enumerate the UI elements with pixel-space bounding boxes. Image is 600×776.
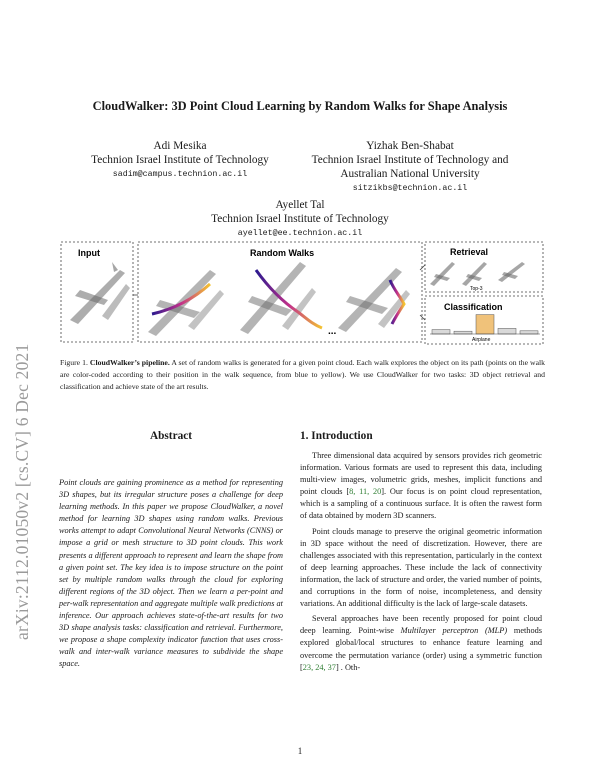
author-email[interactable]: sitzikbs@technion.ac.il	[352, 184, 468, 193]
caption-prefix: Figure 1.	[60, 358, 88, 367]
class-bar	[498, 328, 516, 334]
class-bar	[454, 331, 472, 334]
label-retrieval: Retrieval	[450, 247, 489, 257]
author-email[interactable]: sadim@campus.technion.ac.il	[112, 170, 248, 179]
label-input: Input	[78, 248, 100, 258]
abstract-heading: Abstract	[149, 430, 193, 442]
arrow-icon	[420, 265, 425, 320]
label-random-walks: Random Walks	[250, 248, 315, 258]
class-bar	[432, 330, 450, 334]
class-bar	[476, 315, 494, 334]
label-classification: Classification	[444, 302, 503, 312]
label-airplane: Airplane	[472, 337, 491, 343]
author-affiliation: Technion Israel Institute of Technology	[211, 213, 389, 225]
figure-1	[60, 240, 545, 348]
caption-text: A set of random walks is generated for a given point cloud. Each walk explores the object on its path (points on the walk are color-coded according to their position in the walk sequence, from blue to yellow). We use CloudWalker for two tasks: 3D object retrieval and classification and achieve state of the art results.	[60, 358, 545, 392]
author-affiliation: Technion Israel Institute of Technology	[91, 154, 269, 166]
class-bar	[520, 331, 538, 334]
intro-body	[300, 450, 542, 677]
page-number: 1	[297, 746, 303, 756]
paper-title: CloudWalker: 3D Point Cloud Learning by Random Walks for Shape Analysis	[92, 99, 508, 113]
author-name: Yizhak Ben-Shabat	[366, 140, 454, 152]
airplane-walk-3	[338, 268, 410, 332]
intro-paragraph-3: Several approaches have been recently proposed for point cloud deep learning. Point-wise Multilayer perceptron (MLP) methods explored global/local structures to enhance feature learning and overcome the permutation variance (order) using a symmetric function [23, 24, 37] . Oth-	[300, 614, 542, 672]
author-block-1	[70, 139, 290, 181]
label-ellipsis: ...	[328, 326, 337, 337]
airplane-pointcloud-input	[70, 262, 130, 324]
author-email[interactable]: ayellet@ee.technion.ac.il	[237, 229, 363, 238]
intro-paragraph-1: Three dimensional data acquired by sensors provides rich geometric information. Various formats are used to represent this data, including multi-view images, volumetric grids, meshes, implicit functions and point clouds [8, 11, 20]. Our focus is on point cloud representation, which is a sampling of a continuous surface. It is often the rawest form of data obtained by modern 3D scanners.	[300, 451, 542, 521]
author-name: Ayellet Tal	[275, 199, 325, 211]
caption-bold: CloudWalker’s pipeline.	[89, 358, 170, 367]
airplane-walk-1	[148, 270, 224, 336]
citation-link[interactable]: 23, 24, 37	[302, 662, 336, 672]
author-affiliation: Technion Israel Institute of Technology and	[311, 154, 509, 166]
intro-paragraph-2: Point clouds manage to preserve the original geometric information in 3D space without the need of discretization. However, there are challenges associated with this representation, particularly in the context of deep learning approaches. These include the lack of connectivity information, the lack of structure and order, the varied number of points, and corruptions in the form of noise, incompleteness, and density variations. An additional difficulty is the lack of large-scale datasets.	[300, 526, 542, 609]
arxiv-stamp: arXiv:2112.01050v2 [cs.CV] 6 Dec 2021	[12, 343, 32, 640]
author-affiliation: Australian National University	[340, 168, 480, 180]
figure-caption	[60, 357, 545, 394]
retrieval-results	[430, 262, 525, 286]
pipeline-figure	[60, 240, 545, 348]
classification-bar-chart	[432, 315, 538, 334]
citation-link[interactable]: 8, 11, 20	[349, 487, 382, 497]
intro-heading: 1. Introduction	[300, 430, 373, 442]
abstract-body: Point clouds are gaining prominence as a method for representing 3D shapes, but its irregular structure poses a challenge for deep learning methods. In this paper we propose CloudWalker, a novel method for learning 3D shapes using random walks. Previous works attempt to adapt Convolutional Neural Networks (CNNS) or impose a grid or mesh structure to 3D point clouds. This work presents a different approach to represent and learn the shape from a given point set. The key idea is to impose structure on the point set by multiple random walks through the cloud for exploring different regions of the 3D object. Then we learn a per-point and per-walk representation and aggregate multiple walk predictions at inference. Our approach achieves state-of-the-art results for two 3D shape analysis tasks: classification and retrieval. Furthermore, we propose a shape complexity indicator function that uses cross-walk and inter-walk variance measures to subdivide the shape space.	[59, 478, 283, 669]
author-block-2	[290, 139, 530, 195]
airplane-walk-2	[240, 262, 322, 334]
author-block-3	[150, 198, 450, 240]
author-name: Adi Mesika	[153, 140, 207, 152]
label-top-k: Top-3	[470, 286, 483, 292]
